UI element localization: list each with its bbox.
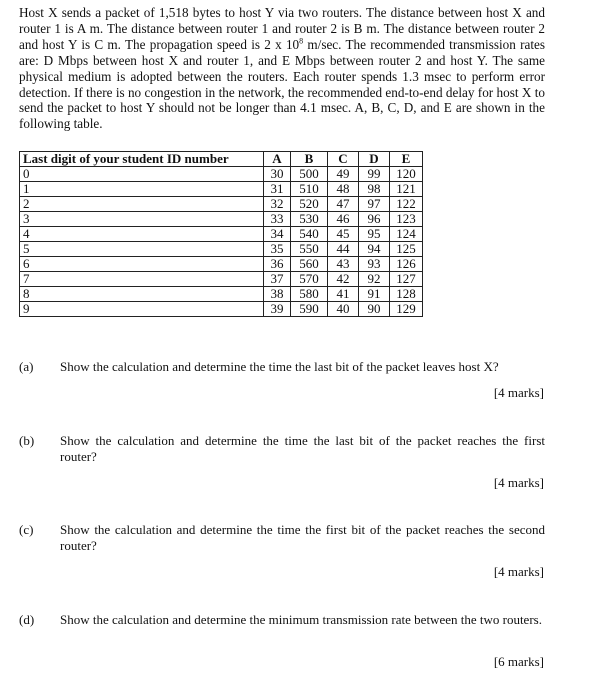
table-row (20, 197, 423, 212)
table-cell: 39 (264, 302, 291, 317)
table-cell: 94 (359, 242, 390, 257)
question-c-marks: [4 marks] (493, 564, 544, 579)
table-cell: 97 (359, 197, 390, 212)
table-cell: 48 (328, 182, 359, 197)
table-header-row (20, 152, 423, 167)
table-cell: 41 (328, 287, 359, 302)
table-cell: 44 (328, 242, 359, 257)
table-cell: 36 (264, 257, 291, 272)
table-row (20, 227, 423, 242)
table-cell: 0 (20, 167, 264, 182)
table-cell: 126 (390, 257, 423, 272)
table-cell: 93 (359, 257, 390, 272)
problem-statement (19, 5, 545, 132)
table-cell: 31 (264, 182, 291, 197)
table-cell: 125 (390, 242, 423, 257)
table-cell: 90 (359, 302, 390, 317)
table-cell: 560 (291, 257, 328, 272)
table-cell: 38 (264, 287, 291, 302)
table-cell: 30 (264, 167, 291, 182)
table-row (20, 287, 423, 302)
table-cell: 540 (291, 227, 328, 242)
table-cell: 124 (390, 227, 423, 242)
question-letter: (b) (19, 433, 35, 448)
table-cell: 95 (359, 227, 390, 242)
table-cell: 2 (20, 197, 264, 212)
question-c (19, 522, 545, 553)
table-cell: 4 (20, 227, 264, 242)
table-cell: 9 (20, 302, 264, 317)
table-cell: 7 (20, 272, 264, 287)
table-cell: 42 (328, 272, 359, 287)
question-d-marks: [6 marks] (493, 654, 544, 669)
table-row (20, 212, 423, 227)
question-letter: (a) (19, 359, 34, 374)
table-cell: 47 (328, 197, 359, 212)
exponent: 8 (299, 36, 304, 46)
question-text: Show the calculation and determine the minimum transmission rate between the two routers. (60, 612, 542, 627)
table-cell: 121 (390, 182, 423, 197)
table-cell: 570 (291, 272, 328, 287)
question-letter: (d) (19, 612, 35, 627)
table-cell: 92 (359, 272, 390, 287)
table-row (20, 272, 423, 287)
table-row (20, 167, 423, 182)
table-cell: 1 (20, 182, 264, 197)
column-header-a: A (264, 152, 291, 167)
table-cell: 8 (20, 287, 264, 302)
table-cell: 5 (20, 242, 264, 257)
question-text: Show the calculation and determine the time the last bit of the packet leaves host X? (60, 359, 499, 374)
column-header-c: C (328, 152, 359, 167)
table-cell: 49 (328, 167, 359, 182)
table-cell: 99 (359, 167, 390, 182)
table-cell: 35 (264, 242, 291, 257)
column-header-e: E (390, 152, 423, 167)
table-cell: 40 (328, 302, 359, 317)
table-cell: 45 (328, 227, 359, 242)
table-cell: 590 (291, 302, 328, 317)
problem-text-part2: m/sec. The recommended transmission rates are: D Mbps between host X and router 1, and E Mbps between router 2 and host Y. The same physical medium is adopted between the routers. Each router spends 1.3 msec to perform error detection. If there is no congestion in the network, the recommended end-to-end delay for host X to send the packet to host Y should not be longer than 4.1 msec. A, B, C, D, and E are shown in the following table. (19, 36, 545, 132)
table-cell: 6 (20, 257, 264, 272)
table-cell: 3 (20, 212, 264, 227)
table-cell: 33 (264, 212, 291, 227)
table-cell: 34 (264, 227, 291, 242)
question-text: Show the calculation and determine the time the last bit of the packet reaches the first router? (60, 433, 545, 464)
question-a (19, 359, 545, 375)
table-cell: 37 (264, 272, 291, 287)
table-cell: 550 (291, 242, 328, 257)
table-row (20, 182, 423, 197)
table-row (20, 242, 423, 257)
table-cell: 43 (328, 257, 359, 272)
question-letter: (c) (19, 522, 34, 537)
table-cell: 91 (359, 287, 390, 302)
table-cell: 123 (390, 212, 423, 227)
table-cell: 127 (390, 272, 423, 287)
table-cell: 580 (291, 287, 328, 302)
column-header-d: D (359, 152, 390, 167)
question-b (19, 433, 545, 464)
table-cell: 120 (390, 167, 423, 182)
table-cell: 520 (291, 197, 328, 212)
table-cell: 46 (328, 212, 359, 227)
table-row (20, 257, 423, 272)
table-cell: 500 (291, 167, 328, 182)
question-text: Show the calculation and determine the time the first bit of the packet reaches the second router? (60, 522, 545, 553)
column-header-student-id: Last digit of your student ID number (20, 152, 264, 167)
problem-text-part1: Host X sends a packet of 1,518 bytes to host Y via two routers. The distance between host X and router 1 is A m. The distance between router 1 and router 2 is B m. The distance between router 2 and host Y is C m. The propagation speed is 2 x 10 (19, 5, 545, 52)
table-row (20, 302, 423, 317)
table-cell: 128 (390, 287, 423, 302)
table-cell: 98 (359, 182, 390, 197)
question-b-marks: [4 marks] (493, 475, 544, 490)
table-cell: 122 (390, 197, 423, 212)
column-header-b: B (291, 152, 328, 167)
table-cell: 129 (390, 302, 423, 317)
table-cell: 530 (291, 212, 328, 227)
parameter-table (19, 151, 423, 317)
table-cell: 96 (359, 212, 390, 227)
question-d (19, 612, 545, 628)
table-cell: 32 (264, 197, 291, 212)
table-cell: 510 (291, 182, 328, 197)
question-a-marks: [4 marks] (493, 385, 544, 400)
